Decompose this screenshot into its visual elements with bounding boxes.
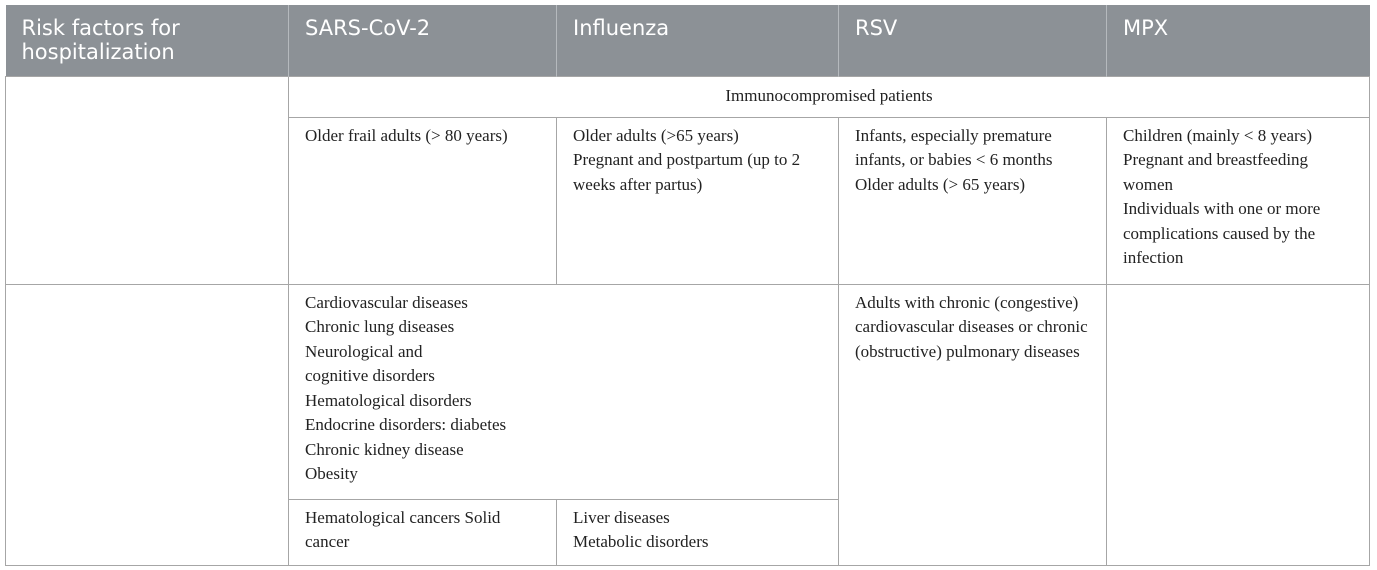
list-item: Older adults (>65 years) <box>573 125 739 145</box>
header-row <box>6 5 1370 76</box>
risk-factor-cell-empty <box>6 284 289 565</box>
header-rsv: RSV <box>839 5 1107 76</box>
list-item: Liver diseases <box>573 507 670 527</box>
rsv-age-cell <box>839 117 1107 284</box>
influenza-age-cell <box>557 117 839 284</box>
table-row <box>6 76 1370 117</box>
risk-factors-table <box>5 5 1370 566</box>
rsv-comorbidities-cell <box>839 284 1107 565</box>
table-row <box>6 284 1370 499</box>
influenza-extra-cell <box>557 499 839 565</box>
list-item: Obesity <box>305 464 358 483</box>
shared-comorbidities-cell <box>289 284 839 499</box>
immunocompromised-cell: Immunocompromised patients <box>289 76 1370 117</box>
risk-factor-cell-empty <box>6 76 289 284</box>
header-sars-cov-2: SARS-CoV-2 <box>289 5 557 76</box>
list-item: Individuals with one or more complications caused by the infection <box>1123 199 1321 267</box>
list-item: Adults with chronic (congestive) cardiovascular diseases or chronic (obstructive) pulmonary diseases <box>855 292 1088 361</box>
list-item: Endocrine disorders: diabetes <box>305 415 507 434</box>
list-item: Older adults (> 65 years) <box>855 174 1026 194</box>
sars-age-cell <box>289 117 557 284</box>
header-influenza: Influenza <box>557 5 839 76</box>
list-item: Pregnant and postpartum (up to 2 weeks after partus) <box>573 150 801 194</box>
list-item: Older frail adults (> 80 years) <box>305 125 508 145</box>
sars-cancers-cell <box>289 499 557 565</box>
list-item: Neurological and cognitive disorders <box>305 341 435 385</box>
header-risk-factors: Risk factors for hospitalization <box>6 5 289 76</box>
mpx-comorbidities-cell-empty <box>1107 284 1370 565</box>
list-item: Hematological cancers Solid cancer <box>305 507 501 551</box>
list-item: Chronic lung diseases <box>305 317 455 336</box>
list-item: Pregnant and breastfeeding women <box>1123 150 1309 194</box>
list-item: Infants, especially premature infants, or babies < 6 months <box>855 125 1053 169</box>
list-item: Cardiovascular diseases <box>305 292 468 312</box>
list-item: Hematological disorders <box>305 390 472 410</box>
list-item: Chronic kidney disease <box>305 439 464 459</box>
mpx-age-cell <box>1107 117 1370 284</box>
list-item: Children (mainly < 8 years) <box>1123 125 1312 145</box>
header-mpx: MPX <box>1107 5 1370 76</box>
list-item: Metabolic disorders <box>573 532 709 551</box>
